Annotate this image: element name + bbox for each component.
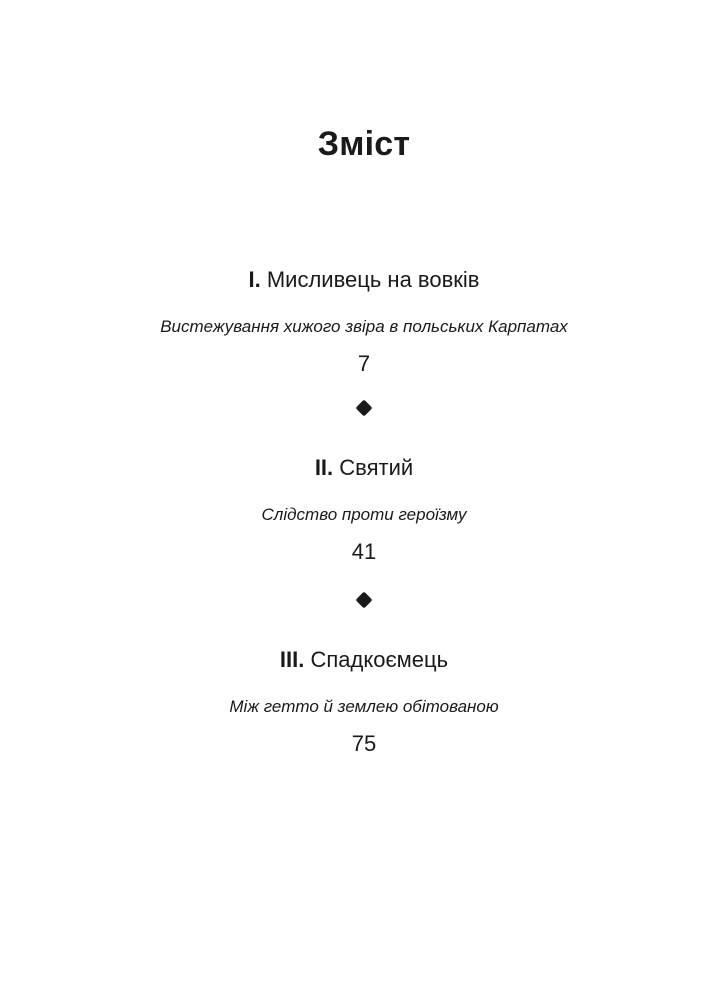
chapter-page-number: 75	[351, 731, 377, 756]
toc-entry-1	[0, 265, 728, 378]
chapter-title: Спадкоємець	[310, 647, 449, 672]
toc-entry-3	[0, 645, 728, 758]
chapter-number: I.	[248, 267, 261, 292]
chapter-title: Мисливець на вовків	[266, 267, 480, 292]
chapter-subtitle: Вистежування хижого звіра в польських Карпатах	[160, 317, 568, 336]
chapter-subtitle: Слідство проти героїзму	[261, 505, 467, 524]
toc-entry-2	[0, 453, 728, 566]
page-title: Зміст	[317, 125, 411, 163]
chapter-page-number: 7	[357, 351, 371, 376]
chapter-page-number: 41	[351, 539, 377, 564]
chapter-title: Святий	[339, 455, 414, 480]
chapter-subtitle: Між гетто й землею обітованою	[229, 697, 499, 716]
chapter-heading	[0, 645, 728, 675]
chapter-heading	[0, 453, 728, 483]
chapter-number: III.	[279, 647, 305, 672]
chapter-heading	[0, 265, 728, 295]
diamond-bullet-icon	[356, 400, 373, 417]
diamond-bullet-icon	[356, 592, 373, 609]
chapter-number: II.	[314, 455, 334, 480]
